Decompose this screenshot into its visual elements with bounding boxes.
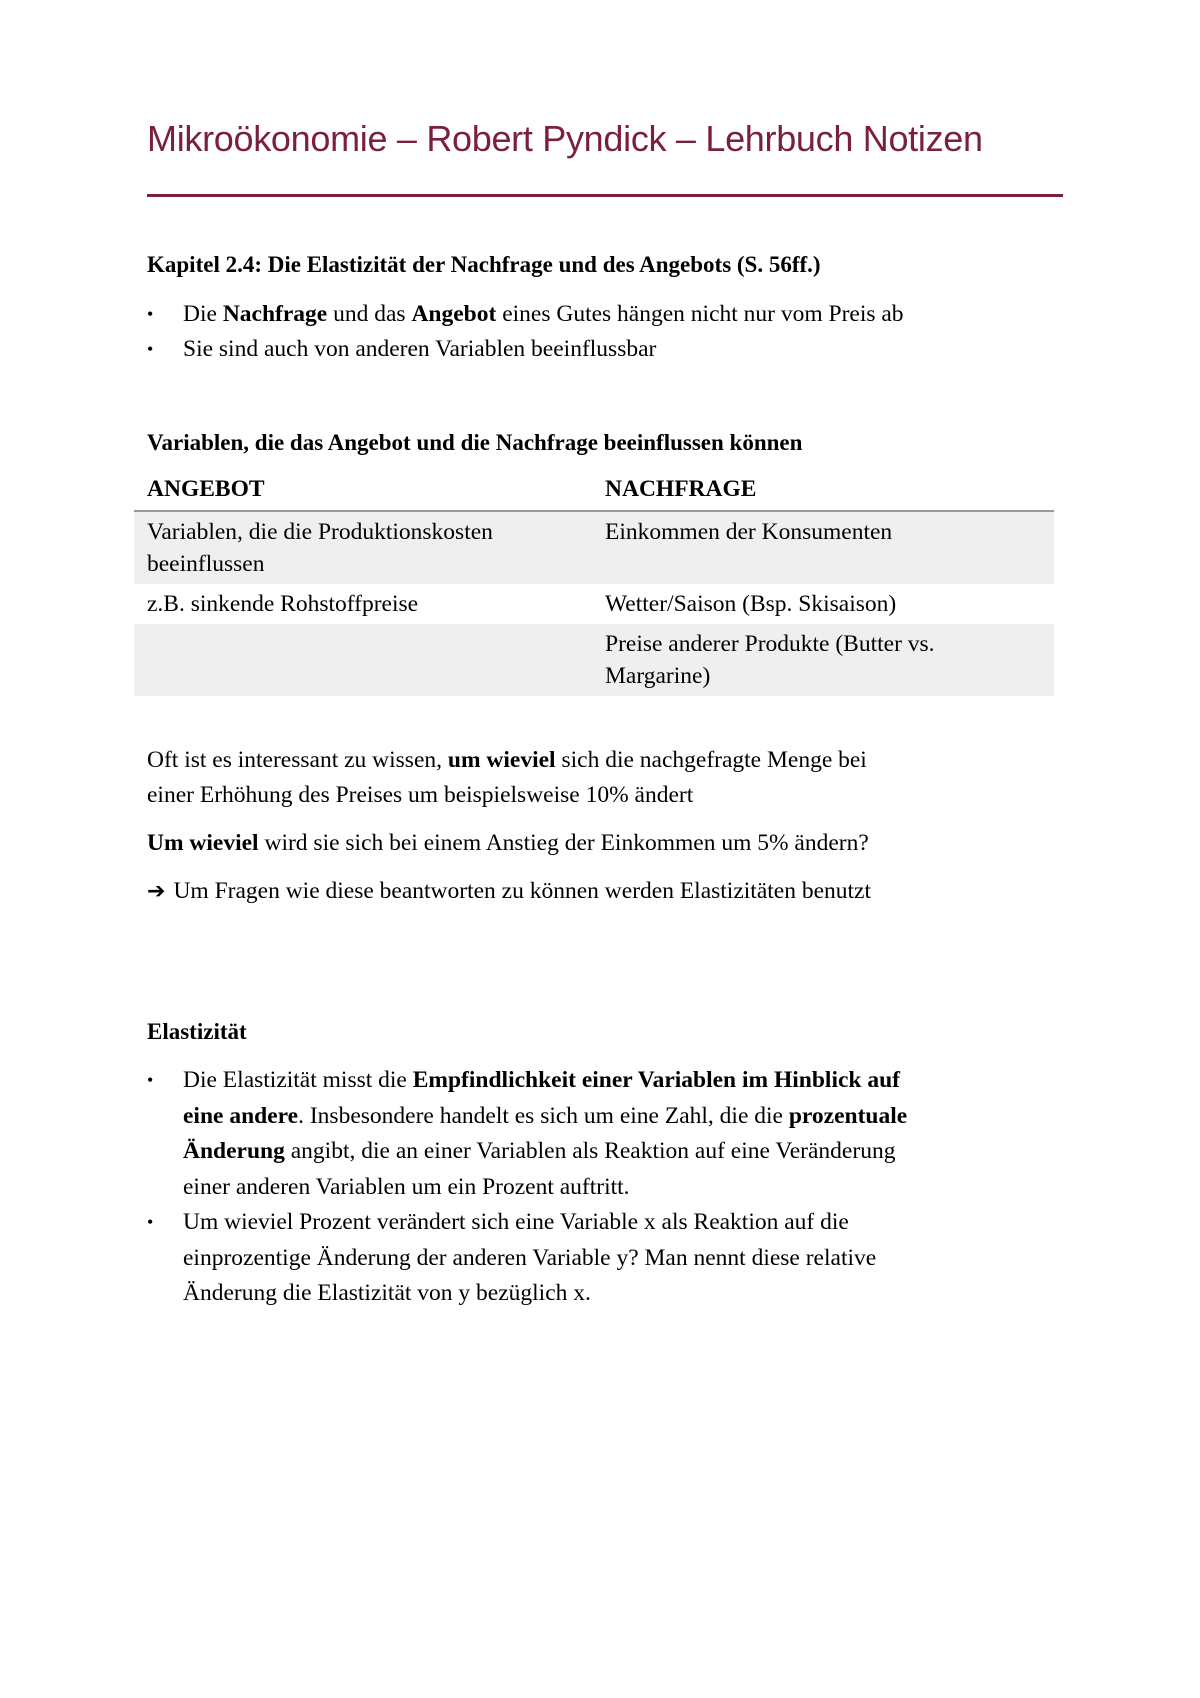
table-header-nachfrage: NACHFRAGE	[592, 470, 1054, 511]
paragraph-1: Oft ist es interessant zu wissen, um wieviel sich die nachgefragte Menge bei einer Erhöhung des Preises um beispielsweise 10% ändert	[147, 747, 867, 808]
bullet-icon: •	[147, 339, 154, 359]
elasticity-heading: Elastizität	[147, 1019, 247, 1044]
table-cell: z.B. sinkende Rohstoffpreise	[147, 591, 419, 617]
chapter-heading: Kapitel 2.4: Die Elastizität der Nachfrage und des Angebots (S. 56ff.)	[147, 252, 821, 277]
paragraph-2: Um wieviel wird sie sich bei einem Anstieg der Einkommen um 5% ändern?	[147, 830, 869, 856]
variables-heading: Variablen, die das Angebot und die Nachfrage beeinflussen können	[147, 430, 803, 455]
table-cell: Einkommen der Konsumenten	[592, 511, 1054, 584]
table-cell: Wetter/Saison (Bsp. Skisaison)	[605, 591, 897, 617]
table-cell: Preise anderer Produkte (Butter vs. Margarine)	[592, 624, 1054, 696]
list-item: • Die Nachfrage und das Angebot eines Gutes hängen nicht nur vom Preis ab	[147, 297, 904, 332]
arrow-right-icon: ➔	[147, 879, 166, 904]
list-item: • Um wieviel Prozent verändert sich eine Variable x als Reaktion auf die einprozentige Änderung der anderen Variable y? Man nennt diese relative Änderung die Elastizität von y bezüglich x.	[147, 1205, 907, 1312]
title-divider	[147, 194, 1063, 197]
table-cell: Variablen, die die Produktionskosten beeinflussen	[134, 511, 592, 584]
page-title: Mikroökonomie – Robert Pyndick – Lehrbuch Notizen	[147, 118, 983, 159]
list-item: • Sie sind auch von anderen Variablen beeinflussbar	[147, 332, 904, 367]
table-cell	[134, 624, 592, 696]
table-row	[134, 511, 1054, 584]
bullet-icon: •	[147, 1070, 154, 1090]
table-header-angebot: ANGEBOT	[134, 470, 592, 511]
paragraph-3: ➔ Um Fragen wie diese beantworten zu können werden Elastizitäten benutzt	[147, 878, 872, 904]
list-item: • Die Elastizität misst die Empfindlichkeit einer Variablen im Hinblick auf eine andere. Insbesondere handelt es sich um eine Zahl, die die prozentuale Änderung angibt, die an einer Variablen als Reaktion auf eine Veränderung einer anderen Variablen um ein Prozent auftritt.	[147, 1063, 907, 1205]
bullet-icon: •	[147, 1212, 154, 1232]
table-row	[134, 624, 1054, 696]
variables-table	[134, 470, 1054, 696]
table-row	[134, 584, 1054, 624]
bullet-icon: •	[147, 304, 154, 324]
elasticity-bullet-list	[147, 1063, 907, 1312]
intro-bullet-list	[147, 297, 904, 367]
